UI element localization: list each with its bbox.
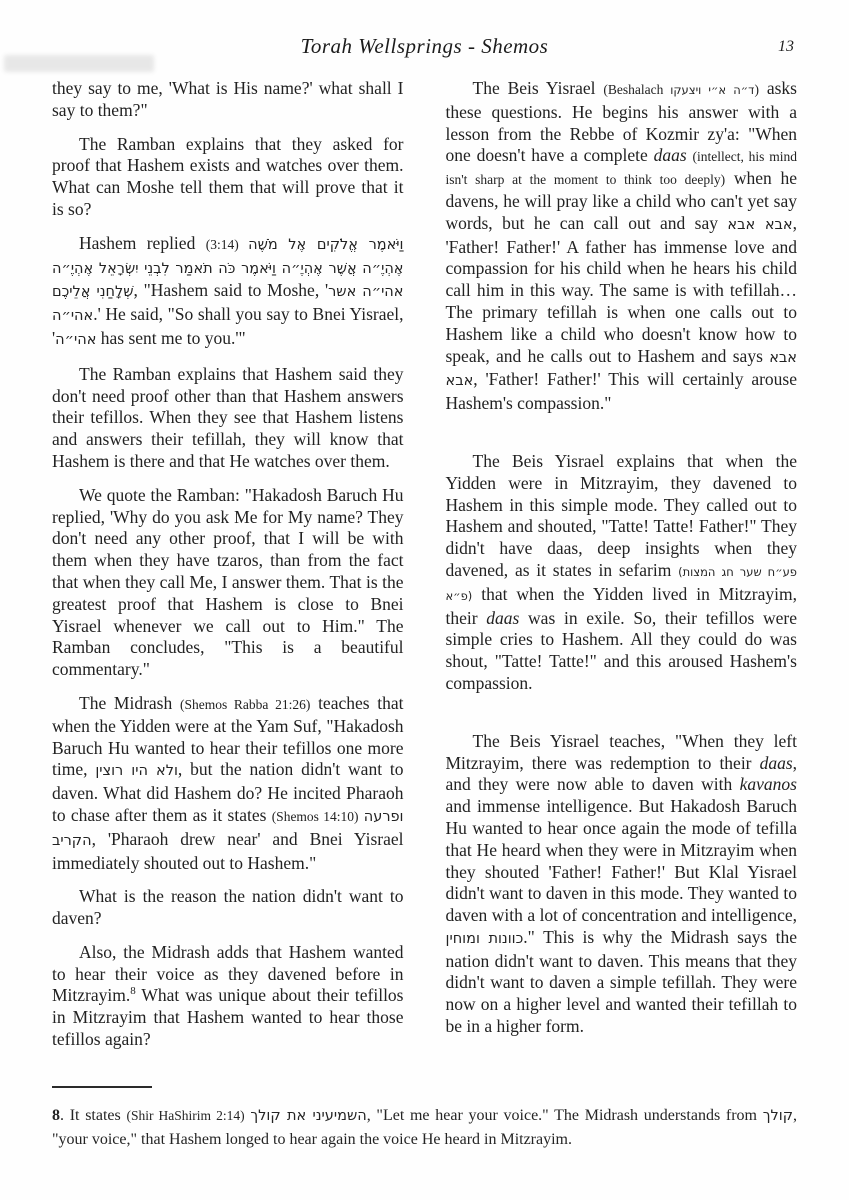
footnote-separator: [52, 1086, 152, 1088]
scan-artifact: [4, 55, 154, 72]
hebrew-text: אבא אבא: [727, 216, 793, 233]
italic-term: daas: [759, 752, 793, 773]
citation: (Shemos 14:10): [271, 808, 359, 824]
italic-term: daas: [653, 145, 687, 166]
citation: (Shemos Rabba 21:26): [179, 696, 311, 712]
text-segment: was in exile. So, their tefillos were simple cries to Hashem. All they could do was shout, "Tatte! Tatte!" and this aroused Hashem's compassion.: [445, 607, 797, 693]
text-segment: . It states: [60, 1107, 127, 1124]
text-segment: The Ramban explains that Hashem said they don't need proof other than that Hashem answers their tefillos. When they see that Hashem listens and answers their tefillah, they will know that Hashem is there and that He watches over them.: [52, 363, 404, 471]
text-segment: What is the reason the nation didn't want to daven?: [52, 886, 404, 929]
hebrew-text: השמיעיני את קולך: [250, 1108, 367, 1124]
text-segment: We quote the Ramban: "Hakadosh Baruch Hu replied, 'Why do you ask Me for My name? They don't need any other proof, that I will be with them when they have tzaros, than from the fact that when they call Me, I answer them. That is the greatest proof that Hashem is close to Bnei Yisrael whenever we call out to Him." The Ramban concludes, "This is a beautiful commentary.": [52, 484, 404, 680]
citation: (3:14): [205, 236, 249, 252]
paragraph: [52, 693, 404, 874]
hebrew-text: ופרעה הקריב: [52, 808, 404, 849]
paragraph: [52, 78, 404, 122]
page-title: Torah Wellsprings - Shemos: [300, 34, 549, 58]
text-segment: when he davens, he will pray like a child who can't yet say words, but he can call out and say: [445, 168, 797, 233]
hebrew-text: אבא אבא: [445, 349, 797, 390]
text-segment: , "Let me hear your voice." The Midrash understands from: [366, 1107, 763, 1124]
text-segment: , "your voice," that Hashem longed to hear again the voice He heard in Mitzrayim.: [52, 1107, 797, 1148]
citation: (Beshalach: [603, 82, 671, 97]
text-segment: The Midrash: [79, 692, 180, 713]
text-segment: , "Hashem said to Moshe, ': [133, 280, 329, 301]
footnote-ref: 8: [130, 985, 136, 998]
citation: (Shir HaShirim 2:14): [126, 1108, 245, 1123]
hebrew-text: קולך: [762, 1108, 793, 1124]
italic-term: kavanos: [739, 774, 797, 795]
text-segment: The Beis Yisrael teaches, "When they left Mitzrayim, there was redemption to their: [445, 730, 797, 773]
text-segment: Also, the Midrash adds that Hashem wanted to hear their voice as they davened before in Mitzrayim.: [52, 941, 404, 1006]
text-segment: they say to me, 'What is His name?' what shall I say to them?": [52, 78, 404, 120]
text-segment: asks these questions. He begins his answer with a lesson from the Rebbe of Kozmir zy'a: "When one doesn't have a complete: [445, 78, 797, 166]
hebrew-text: כוונות ומוחין: [445, 930, 524, 947]
paragraph: [52, 233, 404, 352]
hebrew-text: אהי״ה אשר אהי״ה: [52, 284, 404, 325]
text-segment: , 'Father! Father!' This will certainly arouse Hashem's compassion.": [445, 369, 797, 414]
text-segment: Hashem replied: [79, 232, 206, 253]
paragraph: [52, 1104, 797, 1151]
hebrew-text: וַיֹּאמֶר אֱלֹקִים אֶל מֹשֶׁה אֶהְיֶ״ה אֲשֶׁר אֶהְיֶ״ה וַיֹּאמֶר כֹּה תֹאמַר לִבְנֵי יִשְׂרָאֵל אֶהְיֶ״ה שְׁלָחַנִי אֲלֵיכֶם: [52, 236, 404, 301]
citation: ): [754, 82, 759, 97]
two-column-body: [0, 78, 849, 1086]
footnote: [52, 1104, 797, 1151]
text-segment: , 'Father! Father!' A father has immense love and compassion for his child when he hears his child call him in this way. The same is with tefillah… The primary tefillah is when one calls out to Hashem like a child who doesn't know how to speak, and he calls out to Hashem and says: [445, 212, 797, 366]
text-segment: that when the Yidden lived in Mitzrayim, their: [445, 583, 797, 628]
hebrew-citation: (פע״ח שער חג המצות פ״א): [445, 564, 797, 603]
paragraph: [52, 886, 404, 930]
text-segment: The Beis Yisrael: [472, 78, 604, 98]
paragraph: [446, 731, 798, 1038]
text-segment: ." This is why the Midrash says the nation didn't want to daven. This means that they didn't want to daven a simple tefillah. They were now on a higher level and wanted their tefillah to be in a higher form.: [445, 926, 797, 1037]
paragraph: [52, 485, 404, 681]
left-column: [52, 78, 404, 1086]
italic-term: daas: [486, 607, 520, 628]
text-segment: has sent me to you.'": [96, 327, 246, 348]
paragraph: [52, 364, 404, 473]
paragraph: [52, 942, 404, 1051]
right-column: [446, 78, 798, 1086]
footnote-block: [52, 1086, 797, 1151]
paragraph: [52, 134, 404, 221]
page-number: 13: [778, 38, 794, 55]
text-segment: , but the nation didn't want to daven. What did Hashem do? He incited Pharaoh to chase after them as it states: [52, 759, 404, 825]
text-segment: teaches that when the Yidden were at the Yam Suf, "Hakadosh Baruch Hu wanted to hear their tefillos one more time,: [52, 692, 404, 780]
footnote-number: 8: [52, 1107, 60, 1124]
hebrew-text: אהי״ה: [55, 331, 97, 348]
hebrew-citation: ד״ה א״י ויצעקו: [670, 83, 755, 97]
paragraph: [446, 451, 798, 695]
citation: (intellect, his mind isn't sharp at the moment to think too deeply): [445, 149, 798, 188]
hebrew-text: ולא היו רוצין: [95, 763, 178, 780]
text-segment: , and they were now able to daven with: [445, 752, 797, 795]
text-segment: , 'Pharaoh drew near' and Bnei Yisrael immediately shouted out to Hashem.": [52, 828, 404, 873]
text-segment: .' He said, "So shall you say to Bnei Yisrael, ': [52, 304, 404, 348]
text-segment: The Beis Yisrael explains that when the Yidden were in Mitzrayim, they davened to Hashem in this simple mode. They called out to Hashem and shouted, "Tatte! Tatte! Father!" They didn't have daas, deep insights when they davened, as it states in sefarim: [445, 450, 797, 580]
page-header: [0, 0, 849, 74]
paragraph: [446, 78, 798, 415]
text-segment: The Ramban explains that they asked for proof that Hashem exists and watches over them. What can Moshe tell them that will prove that it is so?: [52, 133, 404, 219]
text-segment: What was unique about their tefillos in Mitzrayim that Hashem wanted to hear those tefillos again?: [52, 985, 404, 1050]
text-segment: and immense intelligence. But Hakadosh Baruch Hu wanted to hear once again the mode of tefilla that He heard when they were in Mitzrayim when they shouted 'Father! Father!' But Klal Yisrael didn't want to daven in this mode. They wanted to daven with a lot of concentration and intelligence,: [445, 796, 797, 926]
